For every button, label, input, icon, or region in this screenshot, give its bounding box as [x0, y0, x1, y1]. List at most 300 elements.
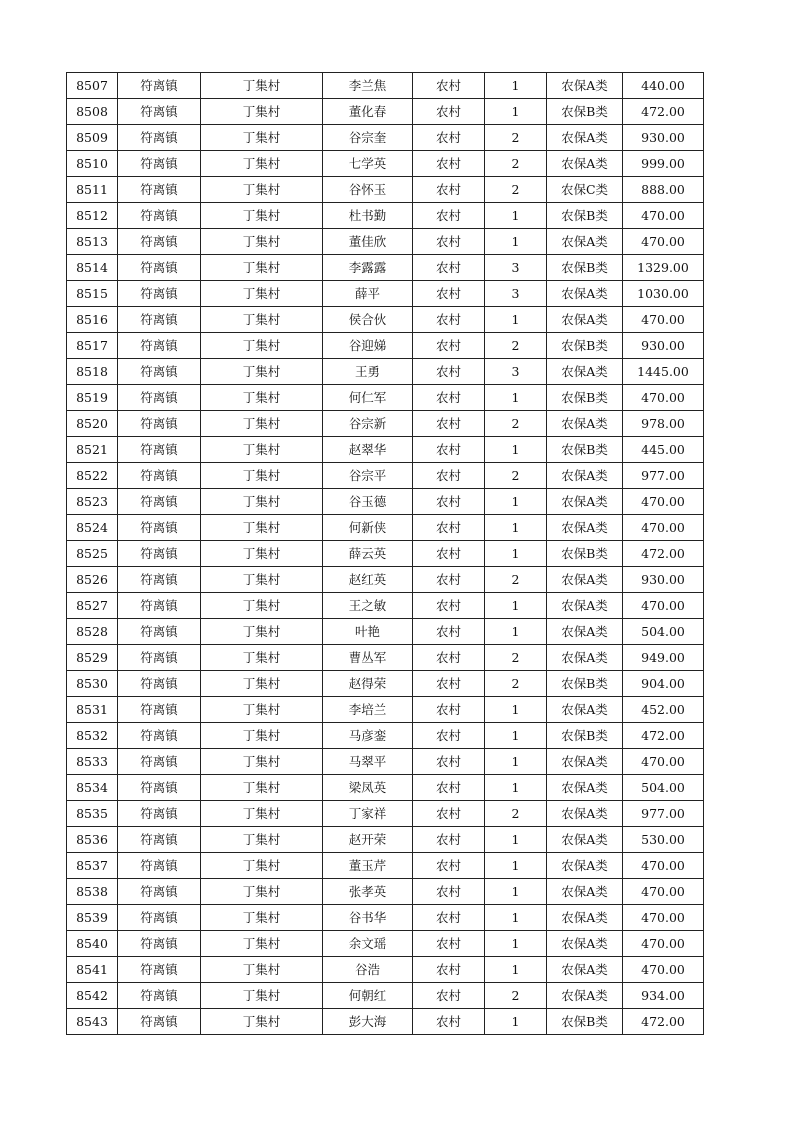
serial-cell: 8538 — [67, 879, 118, 905]
insurance-category-cell: 农保A类 — [547, 229, 623, 255]
name-cell: 侯合伙 — [323, 307, 413, 333]
name-cell: 王勇 — [323, 359, 413, 385]
town-cell: 符离镇 — [118, 827, 201, 853]
amount-cell: 977.00 — [623, 463, 704, 489]
table-row — [67, 515, 704, 541]
village-cell: 丁集村 — [201, 515, 323, 541]
people-count-cell: 1 — [485, 229, 547, 255]
village-cell: 丁集村 — [201, 99, 323, 125]
amount-cell: 978.00 — [623, 411, 704, 437]
insurance-category-cell: 农保A类 — [547, 489, 623, 515]
household-type-cell: 农村 — [413, 567, 485, 593]
serial-cell: 8516 — [67, 307, 118, 333]
amount-cell: 1445.00 — [623, 359, 704, 385]
insurance-category-cell: 农保A类 — [547, 957, 623, 983]
village-cell: 丁集村 — [201, 177, 323, 203]
serial-cell: 8521 — [67, 437, 118, 463]
serial-cell: 8519 — [67, 385, 118, 411]
amount-cell: 470.00 — [623, 385, 704, 411]
town-cell: 符离镇 — [118, 619, 201, 645]
people-count-cell: 1 — [485, 385, 547, 411]
amount-cell: 949.00 — [623, 645, 704, 671]
insurance-category-cell: 农保A类 — [547, 73, 623, 99]
table-row — [67, 879, 704, 905]
name-cell: 何仁军 — [323, 385, 413, 411]
people-count-cell: 1 — [485, 749, 547, 775]
amount-cell: 470.00 — [623, 515, 704, 541]
people-count-cell: 1 — [485, 515, 547, 541]
household-type-cell: 农村 — [413, 957, 485, 983]
household-type-cell: 农村 — [413, 229, 485, 255]
village-cell: 丁集村 — [201, 697, 323, 723]
name-cell: 赵红英 — [323, 567, 413, 593]
name-cell: 薛平 — [323, 281, 413, 307]
town-cell: 符离镇 — [118, 645, 201, 671]
amount-cell: 504.00 — [623, 619, 704, 645]
household-type-cell: 农村 — [413, 411, 485, 437]
insurance-category-cell: 农保A类 — [547, 905, 623, 931]
serial-cell: 8539 — [67, 905, 118, 931]
town-cell: 符离镇 — [118, 177, 201, 203]
people-count-cell: 2 — [485, 567, 547, 593]
people-count-cell: 1 — [485, 489, 547, 515]
people-count-cell: 2 — [485, 801, 547, 827]
village-cell: 丁集村 — [201, 983, 323, 1009]
serial-cell: 8537 — [67, 853, 118, 879]
serial-cell: 8527 — [67, 593, 118, 619]
people-count-cell: 1 — [485, 307, 547, 333]
household-type-cell: 农村 — [413, 385, 485, 411]
insurance-category-cell: 农保B类 — [547, 203, 623, 229]
village-cell: 丁集村 — [201, 775, 323, 801]
village-cell: 丁集村 — [201, 801, 323, 827]
village-cell: 丁集村 — [201, 489, 323, 515]
amount-cell: 470.00 — [623, 957, 704, 983]
serial-cell: 8520 — [67, 411, 118, 437]
town-cell: 符离镇 — [118, 567, 201, 593]
name-cell: 谷迎娣 — [323, 333, 413, 359]
village-cell: 丁集村 — [201, 879, 323, 905]
people-count-cell: 1 — [485, 619, 547, 645]
name-cell: 薛云英 — [323, 541, 413, 567]
village-cell: 丁集村 — [201, 827, 323, 853]
insurance-category-cell: 农保A类 — [547, 775, 623, 801]
household-type-cell: 农村 — [413, 437, 485, 463]
amount-cell: 472.00 — [623, 99, 704, 125]
amount-cell: 470.00 — [623, 853, 704, 879]
amount-cell: 472.00 — [623, 541, 704, 567]
serial-cell: 8518 — [67, 359, 118, 385]
people-count-cell: 2 — [485, 151, 547, 177]
people-count-cell: 2 — [485, 177, 547, 203]
household-type-cell: 农村 — [413, 619, 485, 645]
table-row — [67, 255, 704, 281]
table-row — [67, 775, 704, 801]
people-count-cell: 1 — [485, 957, 547, 983]
table-row — [67, 203, 704, 229]
insurance-category-cell: 农保B类 — [547, 671, 623, 697]
name-cell: 谷书华 — [323, 905, 413, 931]
village-cell: 丁集村 — [201, 853, 323, 879]
name-cell: 七学英 — [323, 151, 413, 177]
amount-cell: 930.00 — [623, 125, 704, 151]
name-cell: 何朝红 — [323, 983, 413, 1009]
town-cell: 符离镇 — [118, 671, 201, 697]
people-count-cell: 1 — [485, 697, 547, 723]
people-count-cell: 1 — [485, 827, 547, 853]
serial-cell: 8517 — [67, 333, 118, 359]
name-cell: 梁凤英 — [323, 775, 413, 801]
insurance-category-cell: 农保B类 — [547, 99, 623, 125]
household-type-cell: 农村 — [413, 203, 485, 229]
town-cell: 符离镇 — [118, 931, 201, 957]
amount-cell: 470.00 — [623, 905, 704, 931]
table-row — [67, 73, 704, 99]
household-type-cell: 农村 — [413, 73, 485, 99]
amount-cell: 904.00 — [623, 671, 704, 697]
table-row — [67, 307, 704, 333]
people-count-cell: 1 — [485, 73, 547, 99]
village-cell: 丁集村 — [201, 723, 323, 749]
table-row — [67, 151, 704, 177]
people-count-cell: 1 — [485, 853, 547, 879]
town-cell: 符离镇 — [118, 723, 201, 749]
amount-cell: 470.00 — [623, 203, 704, 229]
table-row — [67, 99, 704, 125]
serial-cell: 8510 — [67, 151, 118, 177]
household-type-cell: 农村 — [413, 801, 485, 827]
amount-cell: 452.00 — [623, 697, 704, 723]
town-cell: 符离镇 — [118, 879, 201, 905]
insurance-category-cell: 农保A类 — [547, 281, 623, 307]
insurance-category-cell: 农保A类 — [547, 645, 623, 671]
village-cell: 丁集村 — [201, 567, 323, 593]
table-row — [67, 645, 704, 671]
roster-table — [66, 72, 704, 1035]
amount-cell: 470.00 — [623, 229, 704, 255]
village-cell: 丁集村 — [201, 229, 323, 255]
insurance-category-cell: 农保B类 — [547, 385, 623, 411]
household-type-cell: 农村 — [413, 255, 485, 281]
people-count-cell: 1 — [485, 879, 547, 905]
insurance-category-cell: 农保B类 — [547, 723, 623, 749]
table-row — [67, 125, 704, 151]
village-cell: 丁集村 — [201, 385, 323, 411]
table-row — [67, 359, 704, 385]
name-cell: 杜书勤 — [323, 203, 413, 229]
insurance-category-cell: 农保B类 — [547, 1009, 623, 1035]
insurance-category-cell: 农保A类 — [547, 619, 623, 645]
village-cell: 丁集村 — [201, 437, 323, 463]
amount-cell: 999.00 — [623, 151, 704, 177]
town-cell: 符离镇 — [118, 229, 201, 255]
household-type-cell: 农村 — [413, 359, 485, 385]
village-cell: 丁集村 — [201, 593, 323, 619]
people-count-cell: 1 — [485, 723, 547, 749]
amount-cell: 930.00 — [623, 333, 704, 359]
amount-cell: 888.00 — [623, 177, 704, 203]
table-row — [67, 411, 704, 437]
people-count-cell: 2 — [485, 125, 547, 151]
household-type-cell: 农村 — [413, 307, 485, 333]
household-type-cell: 农村 — [413, 723, 485, 749]
name-cell: 赵得荣 — [323, 671, 413, 697]
town-cell: 符离镇 — [118, 749, 201, 775]
name-cell: 马翠平 — [323, 749, 413, 775]
town-cell: 符离镇 — [118, 957, 201, 983]
household-type-cell: 农村 — [413, 905, 485, 931]
name-cell: 谷宗平 — [323, 463, 413, 489]
village-cell: 丁集村 — [201, 541, 323, 567]
table-row — [67, 905, 704, 931]
name-cell: 马彦銮 — [323, 723, 413, 749]
table-row — [67, 983, 704, 1009]
town-cell: 符离镇 — [118, 359, 201, 385]
town-cell: 符离镇 — [118, 775, 201, 801]
table-row — [67, 931, 704, 957]
serial-cell: 8536 — [67, 827, 118, 853]
amount-cell: 472.00 — [623, 723, 704, 749]
people-count-cell: 2 — [485, 411, 547, 437]
amount-cell: 470.00 — [623, 931, 704, 957]
village-cell: 丁集村 — [201, 931, 323, 957]
name-cell: 谷宗新 — [323, 411, 413, 437]
town-cell: 符离镇 — [118, 905, 201, 931]
people-count-cell: 2 — [485, 983, 547, 1009]
name-cell: 曹丛军 — [323, 645, 413, 671]
insurance-category-cell: 农保B类 — [547, 437, 623, 463]
town-cell: 符离镇 — [118, 411, 201, 437]
insurance-category-cell: 农保A类 — [547, 801, 623, 827]
household-type-cell: 农村 — [413, 879, 485, 905]
household-type-cell: 农村 — [413, 125, 485, 151]
household-type-cell: 农村 — [413, 749, 485, 775]
name-cell: 董佳欣 — [323, 229, 413, 255]
table-row — [67, 723, 704, 749]
village-cell: 丁集村 — [201, 957, 323, 983]
village-cell: 丁集村 — [201, 749, 323, 775]
serial-cell: 8542 — [67, 983, 118, 1009]
household-type-cell: 农村 — [413, 775, 485, 801]
village-cell: 丁集村 — [201, 73, 323, 99]
name-cell: 赵开荣 — [323, 827, 413, 853]
town-cell: 符离镇 — [118, 385, 201, 411]
serial-cell: 8535 — [67, 801, 118, 827]
roster-table-body — [67, 73, 704, 1035]
table-row — [67, 385, 704, 411]
name-cell: 谷玉德 — [323, 489, 413, 515]
name-cell: 董化春 — [323, 99, 413, 125]
serial-cell: 8522 — [67, 463, 118, 489]
serial-cell: 8507 — [67, 73, 118, 99]
insurance-category-cell: 农保A类 — [547, 359, 623, 385]
serial-cell: 8530 — [67, 671, 118, 697]
table-row — [67, 593, 704, 619]
household-type-cell: 农村 — [413, 151, 485, 177]
town-cell: 符离镇 — [118, 99, 201, 125]
people-count-cell: 1 — [485, 931, 547, 957]
insurance-category-cell: 农保A类 — [547, 983, 623, 1009]
insurance-category-cell: 农保A类 — [547, 697, 623, 723]
name-cell: 董玉芹 — [323, 853, 413, 879]
amount-cell: 470.00 — [623, 307, 704, 333]
people-count-cell: 3 — [485, 359, 547, 385]
table-row — [67, 541, 704, 567]
household-type-cell: 农村 — [413, 177, 485, 203]
town-cell: 符离镇 — [118, 853, 201, 879]
household-type-cell: 农村 — [413, 983, 485, 1009]
insurance-category-cell: 农保A类 — [547, 125, 623, 151]
table-row — [67, 281, 704, 307]
household-type-cell: 农村 — [413, 515, 485, 541]
amount-cell: 470.00 — [623, 879, 704, 905]
town-cell: 符离镇 — [118, 593, 201, 619]
serial-cell: 8509 — [67, 125, 118, 151]
insurance-category-cell: 农保A类 — [547, 307, 623, 333]
people-count-cell: 2 — [485, 645, 547, 671]
serial-cell: 8540 — [67, 931, 118, 957]
household-type-cell: 农村 — [413, 333, 485, 359]
serial-cell: 8529 — [67, 645, 118, 671]
amount-cell: 472.00 — [623, 1009, 704, 1035]
amount-cell: 470.00 — [623, 749, 704, 775]
people-count-cell: 1 — [485, 99, 547, 125]
name-cell: 丁家祥 — [323, 801, 413, 827]
insurance-category-cell: 农保A类 — [547, 879, 623, 905]
town-cell: 符离镇 — [118, 801, 201, 827]
people-count-cell: 1 — [485, 593, 547, 619]
household-type-cell: 农村 — [413, 489, 485, 515]
town-cell: 符离镇 — [118, 151, 201, 177]
people-count-cell: 3 — [485, 281, 547, 307]
village-cell: 丁集村 — [201, 645, 323, 671]
insurance-category-cell: 农保A类 — [547, 567, 623, 593]
town-cell: 符离镇 — [118, 73, 201, 99]
serial-cell: 8524 — [67, 515, 118, 541]
serial-cell: 8531 — [67, 697, 118, 723]
table-row — [67, 801, 704, 827]
household-type-cell: 农村 — [413, 853, 485, 879]
town-cell: 符离镇 — [118, 541, 201, 567]
table-row — [67, 333, 704, 359]
insurance-category-cell: 农保A类 — [547, 749, 623, 775]
town-cell: 符离镇 — [118, 697, 201, 723]
name-cell: 何新侠 — [323, 515, 413, 541]
name-cell: 李兰焦 — [323, 73, 413, 99]
serial-cell: 8533 — [67, 749, 118, 775]
table-row — [67, 697, 704, 723]
insurance-category-cell: 农保B类 — [547, 541, 623, 567]
table-row — [67, 671, 704, 697]
village-cell: 丁集村 — [201, 905, 323, 931]
amount-cell: 977.00 — [623, 801, 704, 827]
serial-cell: 8534 — [67, 775, 118, 801]
village-cell: 丁集村 — [201, 151, 323, 177]
people-count-cell: 1 — [485, 1009, 547, 1035]
household-type-cell: 农村 — [413, 697, 485, 723]
town-cell: 符离镇 — [118, 515, 201, 541]
village-cell: 丁集村 — [201, 125, 323, 151]
town-cell: 符离镇 — [118, 437, 201, 463]
amount-cell: 445.00 — [623, 437, 704, 463]
people-count-cell: 2 — [485, 463, 547, 489]
people-count-cell: 1 — [485, 905, 547, 931]
name-cell: 谷宗奎 — [323, 125, 413, 151]
village-cell: 丁集村 — [201, 203, 323, 229]
insurance-category-cell: 农保A类 — [547, 931, 623, 957]
household-type-cell: 农村 — [413, 593, 485, 619]
name-cell: 叶艳 — [323, 619, 413, 645]
name-cell: 彭大海 — [323, 1009, 413, 1035]
insurance-category-cell: 农保A类 — [547, 411, 623, 437]
amount-cell: 930.00 — [623, 567, 704, 593]
name-cell: 李培兰 — [323, 697, 413, 723]
table-row — [67, 957, 704, 983]
table-row — [67, 1009, 704, 1035]
table-row — [67, 229, 704, 255]
town-cell: 符离镇 — [118, 489, 201, 515]
village-cell: 丁集村 — [201, 359, 323, 385]
amount-cell: 1030.00 — [623, 281, 704, 307]
village-cell: 丁集村 — [201, 255, 323, 281]
household-type-cell: 农村 — [413, 931, 485, 957]
serial-cell: 8514 — [67, 255, 118, 281]
table-row — [67, 177, 704, 203]
people-count-cell: 1 — [485, 437, 547, 463]
town-cell: 符离镇 — [118, 203, 201, 229]
serial-cell: 8528 — [67, 619, 118, 645]
name-cell: 李露露 — [323, 255, 413, 281]
table-row — [67, 827, 704, 853]
people-count-cell: 1 — [485, 775, 547, 801]
serial-cell: 8523 — [67, 489, 118, 515]
amount-cell: 530.00 — [623, 827, 704, 853]
name-cell: 谷浩 — [323, 957, 413, 983]
household-type-cell: 农村 — [413, 463, 485, 489]
serial-cell: 8532 — [67, 723, 118, 749]
serial-cell: 8526 — [67, 567, 118, 593]
people-count-cell: 2 — [485, 333, 547, 359]
people-count-cell: 2 — [485, 671, 547, 697]
amount-cell: 440.00 — [623, 73, 704, 99]
insurance-category-cell: 农保B类 — [547, 333, 623, 359]
town-cell: 符离镇 — [118, 1009, 201, 1035]
household-type-cell: 农村 — [413, 671, 485, 697]
amount-cell: 1329.00 — [623, 255, 704, 281]
village-cell: 丁集村 — [201, 619, 323, 645]
table-row — [67, 749, 704, 775]
town-cell: 符离镇 — [118, 255, 201, 281]
household-type-cell: 农村 — [413, 281, 485, 307]
insurance-category-cell: 农保B类 — [547, 255, 623, 281]
town-cell: 符离镇 — [118, 125, 201, 151]
serial-cell: 8541 — [67, 957, 118, 983]
serial-cell: 8525 — [67, 541, 118, 567]
insurance-category-cell: 农保A类 — [547, 515, 623, 541]
household-type-cell: 农村 — [413, 99, 485, 125]
serial-cell: 8508 — [67, 99, 118, 125]
amount-cell: 470.00 — [623, 593, 704, 619]
table-row — [67, 437, 704, 463]
name-cell: 王之敏 — [323, 593, 413, 619]
insurance-category-cell: 农保A类 — [547, 463, 623, 489]
name-cell: 赵翠华 — [323, 437, 413, 463]
people-count-cell: 1 — [485, 541, 547, 567]
town-cell: 符离镇 — [118, 983, 201, 1009]
amount-cell: 504.00 — [623, 775, 704, 801]
name-cell: 余文瑶 — [323, 931, 413, 957]
village-cell: 丁集村 — [201, 281, 323, 307]
